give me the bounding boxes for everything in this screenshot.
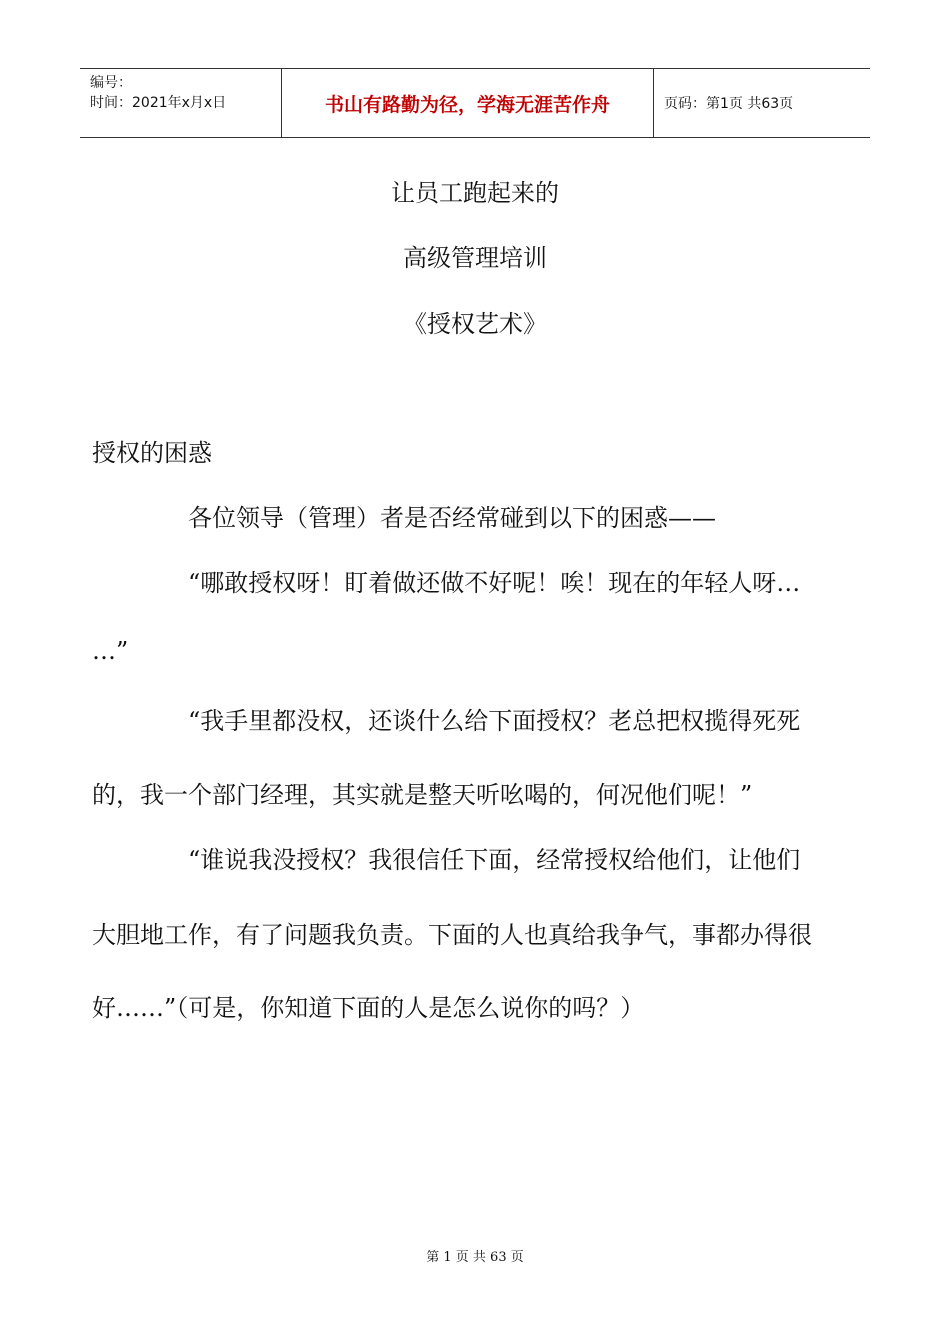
- header-page-info: 页码：第1页 共63页: [664, 96, 794, 112]
- header-number-label: 编号：: [90, 75, 132, 91]
- intro-paragraph: 各位领导（管理）者是否经常碰到以下的困惑——: [188, 504, 716, 532]
- document-header: [80, 68, 870, 138]
- quote2-line2: 的，我一个部门经理，其实就是整天听吆喝的，何况他们呢！”: [92, 781, 753, 809]
- quote2-line1: “我手里都没权，还谈什么给下面授权？老总把权揽得死死: [188, 707, 801, 735]
- quote3-line2: 大胆地工作，有了问题我负责。下面的人也真给我争气，事都办得很: [92, 921, 812, 949]
- section-heading: 授权的困惑: [92, 439, 212, 467]
- quote1-line1: “哪敢授权呀！盯着做还做不好呢！唉！现在的年轻人呀…: [188, 569, 801, 597]
- quote3-line1: “谁说我没授权？我很信任下面，经常授权给他们，让他们: [188, 846, 801, 874]
- page-footer: 第 1 页 共 63 页: [426, 1250, 524, 1265]
- header-motto: 书山有路勤为径，学海无涯苦作舟: [282, 69, 654, 137]
- header-meta: [80, 69, 282, 137]
- quote3-line3: 好……”（可是，你知道下面的人是怎么说你的吗？）: [92, 994, 645, 1022]
- title-line-2: 高级管理培训: [403, 244, 547, 272]
- quote1-line2: …”: [92, 637, 129, 665]
- title-line-1: 让员工跑起来的: [391, 179, 559, 207]
- title-line-3: 《授权艺术》: [403, 310, 547, 338]
- header-time-label: 时间：2021年x月x日: [90, 95, 227, 111]
